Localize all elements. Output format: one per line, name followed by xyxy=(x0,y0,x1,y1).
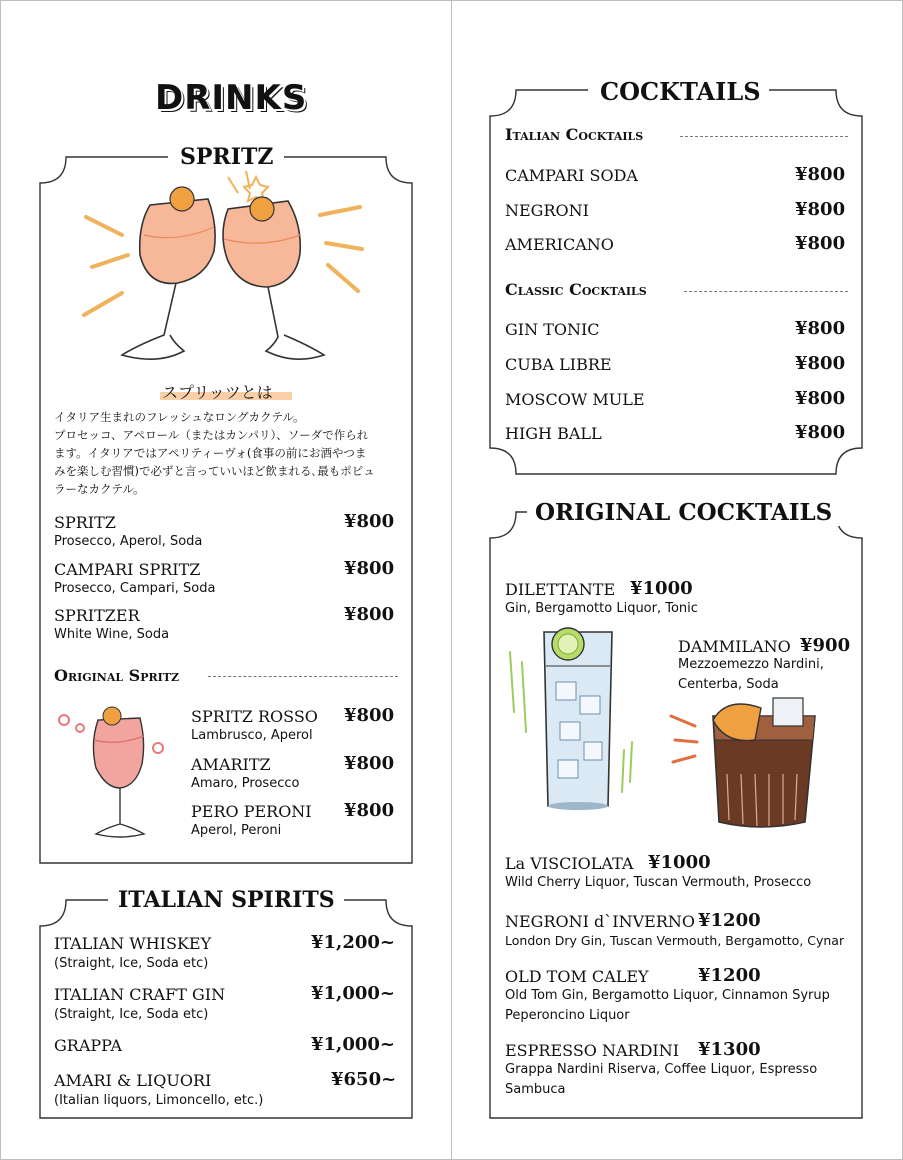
menu-item-desc: Wild Cherry Liquor, Tuscan Vermouth, Prosecco xyxy=(505,875,812,890)
about-line: みを楽しむ習慣)で必ずと言っていいほど飲まれる､最もポピュ xyxy=(54,464,375,478)
menu-item-desc: (Italian liquors, Limoncello, etc.) xyxy=(54,1093,264,1108)
menu-item-price: ¥800 xyxy=(795,353,846,374)
italian-spirits-title: ITALIAN SPIRITS xyxy=(110,887,343,913)
menu-item-name: DILETTANTE xyxy=(505,580,616,599)
menu-item-price: ¥1200 xyxy=(698,965,761,986)
menu-item-name: AMERICANO xyxy=(505,235,614,254)
heading-dash-line xyxy=(680,136,848,137)
menu-item-price: ¥1,000~ xyxy=(311,1034,395,1055)
menu-item-desc: Centerba, Soda xyxy=(678,677,779,692)
menu-item-price: ¥800 xyxy=(344,705,395,726)
page-title: DRINKS xyxy=(155,78,308,118)
menu-item-name: AMARI & LIQUORI xyxy=(54,1071,212,1090)
menu-item-name: ITALIAN WHISKEY xyxy=(54,934,212,953)
menu-item-name: SPRITZER xyxy=(54,606,140,625)
menu-item-desc: Prosecco, Aperol, Soda xyxy=(54,534,203,549)
heading-dash-line xyxy=(208,676,398,677)
menu-item-price: ¥1300 xyxy=(698,1039,761,1060)
menu-item-desc: Gin, Bergamotto Liquor, Tonic xyxy=(505,601,698,616)
menu-item-price: ¥1000 xyxy=(648,852,711,873)
spritz-title: SPRITZ xyxy=(172,144,281,170)
cocktails-title: COCKTAILS xyxy=(592,77,769,106)
menu-item-name: CUBA LIBRE xyxy=(505,355,612,374)
menu-item-desc: (Straight, Ice, Soda etc) xyxy=(54,956,209,971)
menu-item-name: NEGRONI xyxy=(505,201,589,220)
menu-item-price: ¥800 xyxy=(795,318,846,339)
menu-item-price: ¥800 xyxy=(344,558,395,579)
menu-item-desc: Lambrusco, Aperol xyxy=(191,728,313,743)
menu-item-desc: Aperol, Peroni xyxy=(191,823,282,838)
menu-item-name: AMARITZ xyxy=(191,755,271,774)
menu-item-name: GRAPPA xyxy=(54,1036,122,1055)
menu-item-desc: Sambuca xyxy=(505,1082,566,1097)
original-spritz-heading: Original Spritz xyxy=(54,666,179,685)
menu-item-price: ¥900 xyxy=(800,635,851,656)
menu-item-price: ¥800 xyxy=(344,800,395,821)
about-line: ます。イタリアではアペリティーヴォ(食事の前にお酒やつま xyxy=(54,446,367,460)
menu-item-name: PERO PERONI xyxy=(191,802,312,821)
menu-item-name: OLD TOM CALEY xyxy=(505,967,649,986)
menu-item-price: ¥1,000~ xyxy=(311,983,395,1004)
menu-item-name: HIGH BALL xyxy=(505,424,602,443)
menu-item-price: ¥800 xyxy=(795,164,846,185)
heading-dash-line xyxy=(684,291,848,292)
about-line: ラーなカクテル。 xyxy=(54,482,145,496)
menu-item-price: ¥1000 xyxy=(630,578,693,599)
menu-item-price: ¥1200 xyxy=(698,910,761,931)
about-line: イタリア生まれのフレッシュなロングカクテル。 xyxy=(54,410,305,424)
about-heading: スプリッツとは xyxy=(162,383,273,402)
about-line: プロセッコ、アペロール（またはカンパリ）、ソーダで作られ xyxy=(54,428,369,442)
menu-item-name: La VISCIOLATA xyxy=(505,854,634,873)
dammilano-illustration xyxy=(665,694,825,834)
menu-item-price: ¥650~ xyxy=(331,1069,397,1090)
menu-item-price: ¥800 xyxy=(795,233,846,254)
menu-item-name: CAMPARI SPRITZ xyxy=(54,560,201,579)
menu-item-name: NEGRONI d`INVERNO xyxy=(505,912,695,931)
menu-item-desc: Prosecco, Campari, Soda xyxy=(54,581,216,596)
menu-item-desc: Mezzoemezzo Nardini, xyxy=(678,657,824,672)
menu-item-desc: White Wine, Soda xyxy=(54,627,170,642)
menu-item-desc: Peperoncino Liquor xyxy=(505,1008,630,1023)
menu-item-desc: (Straight, Ice, Soda etc) xyxy=(54,1007,209,1022)
menu-item-desc: Amaro, Prosecco xyxy=(191,776,300,791)
menu-item-price: ¥800 xyxy=(795,422,846,443)
menu-item-name: GIN TONIC xyxy=(505,320,600,339)
classic-cocktails-heading: Classic Cocktails xyxy=(505,280,647,299)
menu-item-name: ITALIAN CRAFT GIN xyxy=(54,985,226,1004)
menu-item-name: SPRITZ xyxy=(54,513,116,532)
menu-item-price: ¥1,200~ xyxy=(311,932,395,953)
spritz-rosso-illustration xyxy=(56,700,176,840)
menu-item-price: ¥800 xyxy=(344,511,395,532)
menu-item-price: ¥800 xyxy=(795,388,846,409)
menu-item-name: ESPRESSO NARDINI xyxy=(505,1041,680,1060)
dilettante-illustration xyxy=(500,622,640,816)
italian-cocktails-heading: Italian Cocktails xyxy=(505,125,644,144)
page-divider xyxy=(451,0,452,1160)
menu-item-price: ¥800 xyxy=(795,199,846,220)
spritz-toast-illustration xyxy=(78,165,368,375)
menu-item-price: ¥800 xyxy=(344,604,395,625)
menu-item-name: DAMMILANO xyxy=(678,637,791,656)
menu-item-price: ¥800 xyxy=(344,753,395,774)
menu-item-desc: Old Tom Gin, Bergamotto Liquor, Cinnamon Syrup xyxy=(505,988,830,1003)
menu-item-name: SPRITZ ROSSO xyxy=(191,707,318,726)
menu-item-desc: Grappa Nardini Riserva, Coffee Liquor, Espresso xyxy=(505,1062,818,1077)
menu-item-name: MOSCOW MULE xyxy=(505,390,645,409)
menu-item-desc: London Dry Gin, Tuscan Vermouth, Bergamotto, Cynar xyxy=(505,933,845,948)
menu-item-name: CAMPARI SODA xyxy=(505,166,638,185)
original-cocktails-title: ORIGINAL COCKTAILS xyxy=(527,499,840,526)
